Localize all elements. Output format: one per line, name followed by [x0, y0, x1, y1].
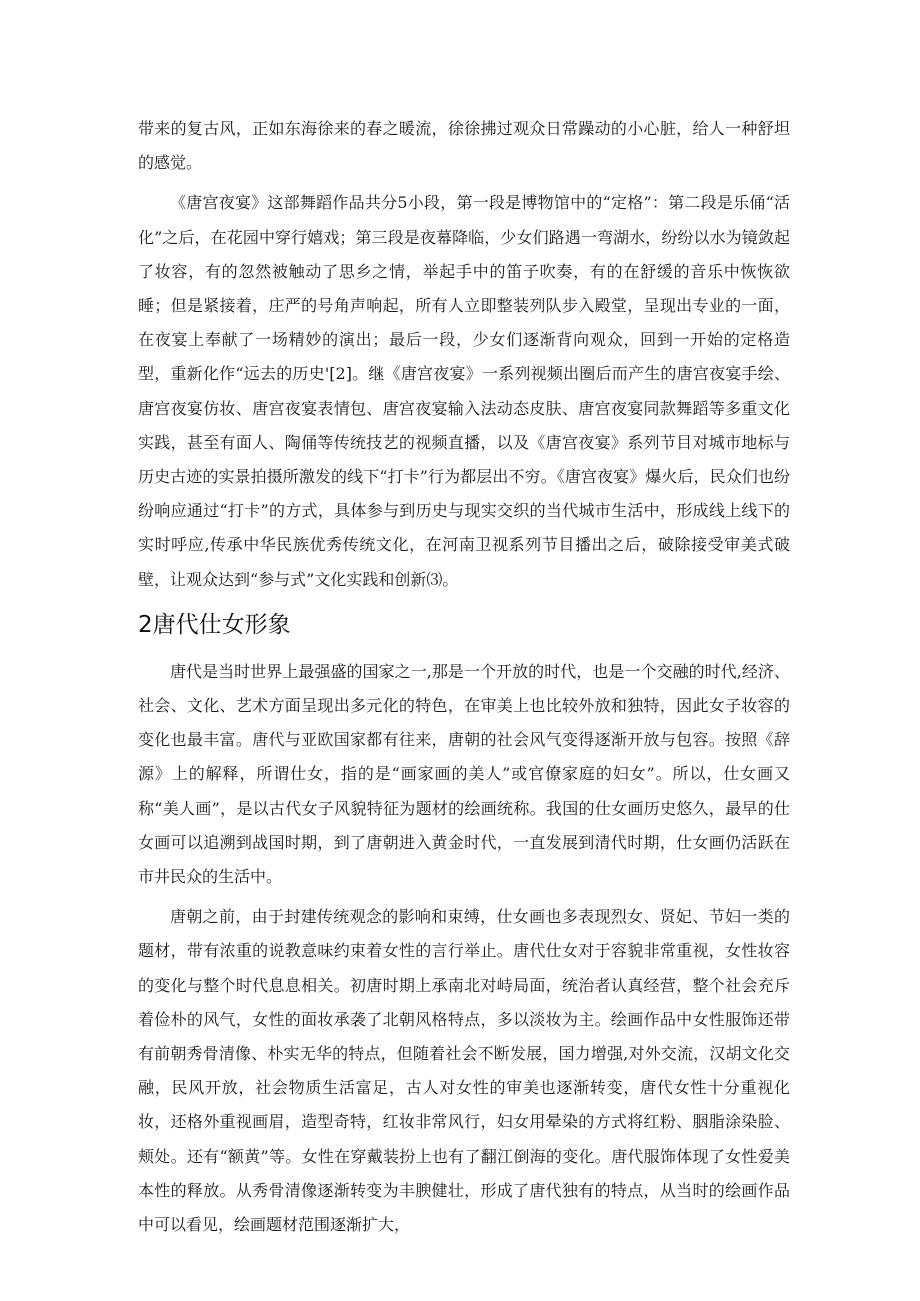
paragraph-before-tang: 唐朝之前，由于封建传统观念的影响和束缚，仕女画也多表现烈女、贤妃、节妇一类的题材，带有浓重的说教意味约束着女性的言行举止。唐代仕女对于容貌非常重视，女性妆容的变化与整个时代息息相关。初唐时期上承南北对峙局面，统治者认真经营，整个社会充斥着俭朴的风气，女性的面妆承袭了北朝风格特点，多以淡妆为主。绘画作品中女性服饰还带有前朝秀骨清像、朴实无华的特点，但随着社会不断发展，国力增强,对外交流，汉胡文化交融，民风开放，社会物质生活富足，古人对女性的审美也逐渐转变，唐代女性十分重视化妆，还格外重视画眉，造型奇特，红妆非常风行，妇女用晕染的方式将红粉、胭脂涂染脸、颊处。还有“额黄”等。女性在穿戴装扮上也有了翻江倒海的变化。唐代服饰体现了女性爱美本性的释放。从秀骨清像逐渐转变为丰腴健壮，形成了唐代独有的特点，从当时的绘画作品中可以看见，绘画题材范围逐渐扩大， — [138, 907, 790, 1235]
paragraph-tanggong-yeyan: 《唐宫夜宴》这部舞蹈作品共分5小段，第一段是博物馆中的“定格”：第二段是乐俑“活化”之后，在花园中穿行嬉戏；第三段是夜幕降临，少女们路遇一弯湖水，纷纷以水为镜敛起了妆容，有的忽然被触动了思乡之情，举起手中的笛子吹奏，有的在舒缓的音乐中恢恢欲睡；但是紧接着，庄严的号角声响起，所有人立即整装列队步入殿堂，呈现出专业的一面，在夜宴上奉献了一场精妙的演出；最后一段，少女们逐渐背向观众，回到一开始的定格造型，重新化作“远去的历史'[2]。继《唐宫夜宴》一系列视频出圈后而产生的唐宫夜宴手绘、唐宫夜宴仿妆、唐宫夜宴表情包、唐宫夜宴输入法动态皮肤、唐宫夜宴同款舞蹈等多重文化实践，甚至有面人、陶俑等传统技艺的视频直播，以及《唐宫夜宴》系列节目对城市地标与历史古迹的实景拍摄所激发的线下“打卡”行为都层出不穷。《唐宫夜宴》爆火后，民众们也纷纷响应通过“打卡”的方式，具体参与到历史与现实交织的当代城市生活中，形成线上线下的实时呼应,传承中华民族优秀传统文化，在河南卫视系列节目播出之后，破除接受审美式破壁，让观众达到“参与式”文化实践和创新⑶。 — [138, 193, 790, 589]
paragraph-tang-dynasty: 唐代是当时世界上最强盛的国家之一,那是一个开放的时代，也是一个交融的时代,经济、社会、文化、艺术方面呈现出多元化的特色，在审美上也比较外放和独特，因此女子妆容的变化也最丰富。唐代与亚欧国家都有往来，唐朝的社会风气变得逐渐开放与包容。按照《辞源》上的解释，所谓仕女，指的是“画家画的美人”或官僚家庭的妇女”。所以，仕女画又称“美人画”，是以古代女子风貌特征为题材的绘画统称。我国的仕女画历史悠久，最早的仕女画可以追溯到战国时期，到了唐朝进入黄金时代，一直发展到清代时期，仕女画仍活跃在市井民众的生活中。 — [138, 661, 790, 887]
section-heading: 2唐代仕女形象 — [138, 611, 291, 638]
document-page — [138, 112, 790, 1242]
continuation-paragraph: 带来的复古风，正如东海徐来的春之暖流，徐徐拂过观众日常躁动的小心脏，给人一种舒坦的感觉。 — [138, 119, 790, 173]
